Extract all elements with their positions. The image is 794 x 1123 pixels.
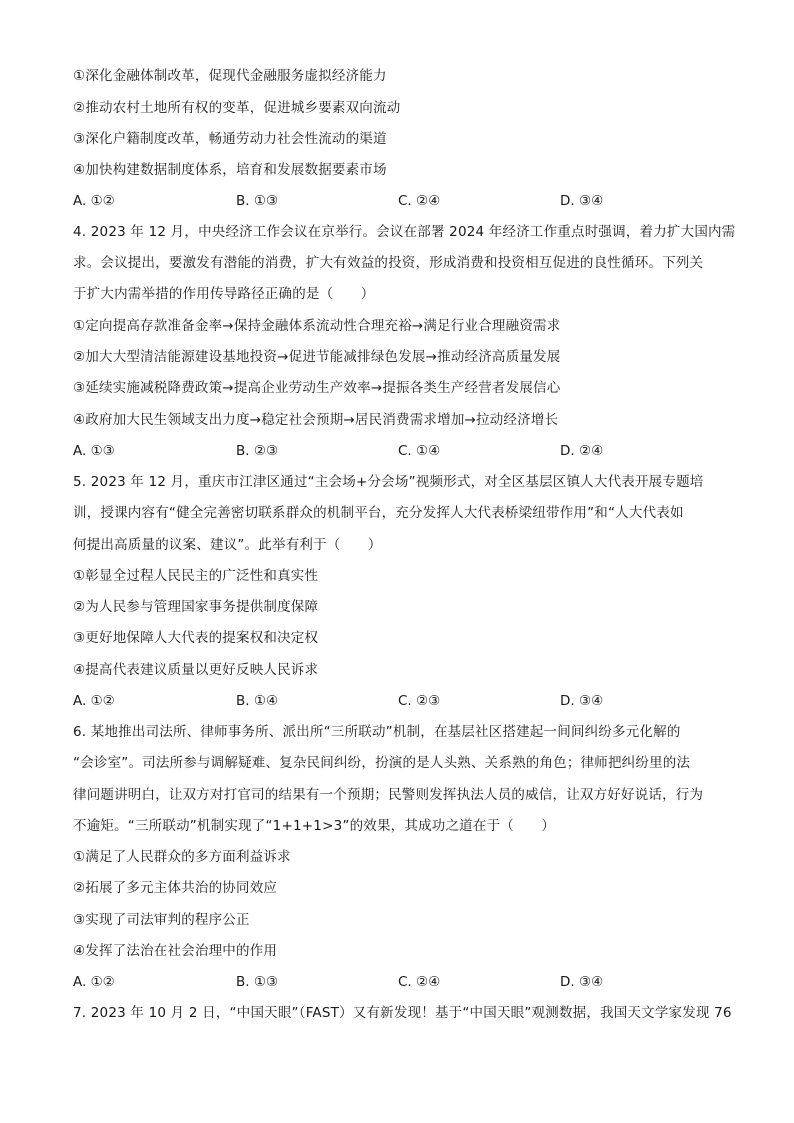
- q3-option-c: C. ②④: [398, 193, 441, 209]
- q4-option-c: C. ①④: [398, 443, 441, 459]
- q7-stem-line-1: 7. 2023 年 10 月 2 日，“中国天眼”（FAST）又有新发现！基于“中国天眼”观测数据，我国天文学家发现 76: [73, 1005, 732, 1021]
- q6-option-a: A. ①②: [73, 974, 115, 990]
- q6-stem-line-2: “会诊室”。司法所参与调解疑难、复杂民间纠纷，扮演的是人头熟、关系熟的角色；律师把纠纷里的法: [73, 755, 691, 771]
- q6-item-4: ④发挥了法治在社会治理中的作用: [73, 943, 278, 959]
- q3-option-d: D. ③④: [560, 193, 604, 209]
- q3-options: [73, 191, 733, 211]
- q6-stem-line-1: 6. 某地推出司法所、律师事务所、派出所“三所联动”机制，在基层社区搭建起一间间纠纷多元化解的: [73, 724, 681, 740]
- q5-option-c: C. ②③: [398, 693, 441, 709]
- q4-item-3: ③延续实施减税降费政策→提高企业劳动生产效率→提振各类生产经营者发展信心: [73, 380, 561, 396]
- q4-options: [73, 441, 733, 461]
- q6-stem-line-4: 不逾矩。“三所联动”机制实现了“1+1+1>3”的效果，其成功之道在于（ ）: [73, 818, 556, 834]
- q3-item-1: ①深化金融体制改革，促现代金融服务虚拟经济能力: [73, 68, 387, 84]
- q5-option-d: D. ③④: [560, 693, 604, 709]
- q4-item-4: ④政府加大民生领域支出力度→稳定社会预期→居民消费需求增加→拉动经济增长: [73, 412, 559, 428]
- q6-item-1: ①满足了人民群众的多方面利益诉求: [73, 849, 291, 865]
- q6-option-b: B. ①③: [236, 974, 279, 990]
- q6-item-3: ③实现了司法审判的程序公正: [73, 912, 250, 928]
- q4-option-d: D. ②④: [560, 443, 604, 459]
- q3-item-3: ③深化户籍制度改革，畅通劳动力社会性流动的渠道: [73, 131, 387, 147]
- q5-option-b: B. ①④: [236, 693, 279, 709]
- q6-options: [73, 972, 733, 992]
- q4-item-2: ②加大大型清洁能源建设基地投资→促进节能减排绿色发展→推动经济高质量发展: [73, 349, 561, 365]
- q3-item-4: ④加快构建数据制度体系，培育和发展数据要素市场: [73, 162, 387, 178]
- q4-stem-line-1: 4. 2023 年 12 月，中央经济工作会议在京举行。会议在部署 2024 年经济工作重点时强调，着力扩大国内需: [73, 224, 736, 240]
- q4-item-1: ①定向提高存款准备金率→保持金融体系流动性合理充裕→满足行业合理融资需求: [73, 318, 561, 334]
- q5-stem-line-3: 何提出高质量的议案、建议”。此举有利于（ ）: [73, 537, 382, 553]
- q6-option-c: C. ②④: [398, 974, 441, 990]
- q4-option-b: B. ②③: [236, 443, 279, 459]
- q3-option-a: A. ①②: [73, 193, 115, 209]
- q4-option-a: A. ①③: [73, 443, 115, 459]
- q5-stem-line-2: 训，授课内容有“健全完善密切联系群众的机制平台，充分发挥人大代表桥梁纽带作用”和“人大代表如: [73, 505, 684, 521]
- q5-item-3: ③更好地保障人大代表的提案权和决定权: [73, 630, 319, 646]
- q5-item-4: ④提高代表建议质量以更好反映人民诉求: [73, 662, 319, 678]
- q3-item-2: ②推动农村土地所有权的变革，促进城乡要素双向流动: [73, 100, 401, 116]
- q5-item-2: ②为人民参与管理国家事务提供制度保障: [73, 599, 319, 615]
- q6-item-2: ②拓展了多元主体共治的协同效应: [73, 880, 278, 896]
- q4-stem-line-3: 于扩大内需举措的作用传导路径正确的是（ ）: [73, 286, 375, 302]
- q5-options: [73, 691, 733, 711]
- q6-stem-line-3: 律问题讲明白，让双方对打官司的结果有一个预期；民警则发挥执法人员的威信，让双方好好说话，行为: [73, 787, 704, 803]
- q5-item-1: ①彰显全过程人民民主的广泛性和真实性: [73, 568, 319, 584]
- q5-option-a: A. ①②: [73, 693, 115, 709]
- q5-stem-line-1: 5. 2023 年 12 月，重庆市江津区通过“主会场+分会场”视频形式，对全区基层区镇人大代表开展专题培: [73, 474, 704, 490]
- q6-option-d: D. ③④: [560, 974, 604, 990]
- q4-stem-line-2: 求。会议提出，要激发有潜能的消费，扩大有效益的投资，形成消费和投资相互促进的良性循环。下列关: [73, 255, 704, 271]
- q3-option-b: B. ①③: [236, 193, 279, 209]
